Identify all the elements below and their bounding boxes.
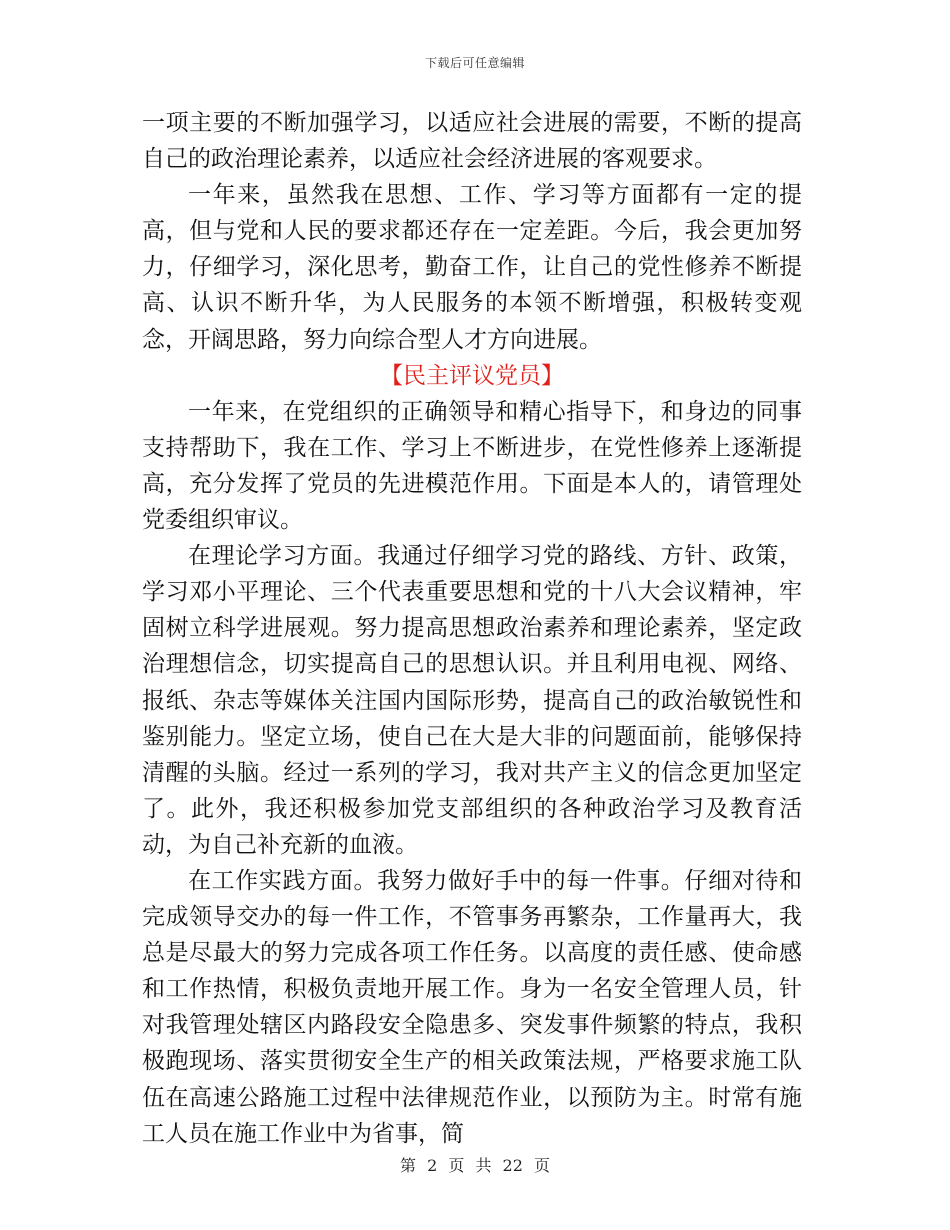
paragraph-continued: 一项主要的不断加强学习，以适应社会进展的需要，不断的提高自己的政治理论素养，以适应社会经济进展的客观要求。	[142, 110, 802, 173]
page-header: 下载后可任意编辑	[424, 56, 525, 70]
page-footer: 第 2 页 共 22 页	[400, 1156, 550, 1175]
paragraph-summary: 一年来，虽然我在思想、工作、学习等方面都有一定的提高，但与党和人民的要求都还存在一定差距。今后，我会更加努力，仔细学习，深化思考，勤奋工作，让自己的党性修养不断提高、认识不断升华，为人民服务的本领不断增强，积极转变观念，开阔思路，努力向综合型人才方向进展。	[142, 182, 802, 353]
document-body	[142, 105, 802, 1152]
section-title: 【民主评议党员】	[380, 362, 564, 389]
paragraph-work-practice: 在工作实践方面。我努力做好手中的每一件事。仔细对待和完成领导交办的每一件工作，不管事务再繁杂，工作量再大，我总是尽最大的努力完成各项工作任务。以高度的责任感、使命感和工作热情，积极负责地开展工作。身为一名安全管理人员，针对我管理处辖区内路段安全隐患多、突发事件频繁的特点，我积极跑现场、落实贯彻安全生产的相关政策法规，严格要求施工队伍在高速公路施工过程中法律规范作业，以预防为主。时常有施工人员在施工作业中为省事，简	[142, 867, 802, 1147]
paragraph-intro: 一年来，在党组织的正确领导和精心指导下，和身边的同事支持帮助下，我在工作、学习上不断进步，在党性修养上逐渐提高，充分发挥了党员的先进模范作用。下面是本人的，请管理处党委组织审议。	[142, 398, 802, 534]
paragraph-theory-study: 在理论学习方面。我通过仔细学习党的路线、方针、政策，学习邓小平理论、三个代表重要思想和党的十八大会议精神，牢固树立科学进展观。努力提高思想政治素养和理论素养，坚定政治理想信念，切实提高自己的思想认识。并且利用电视、网络、报纸、杂志等媒体关注国内国际形势，提高自己的政治敏锐性和鉴别能力。坚定立场，使自己在大是大非的问题面前，能够保持清醒的头脑。经过一系列的学习，我对共产主义的信念更加坚定了。此外，我还积极参加党支部组织的各种政治学习及教育活动，为自己补充新的血液。	[142, 543, 802, 858]
